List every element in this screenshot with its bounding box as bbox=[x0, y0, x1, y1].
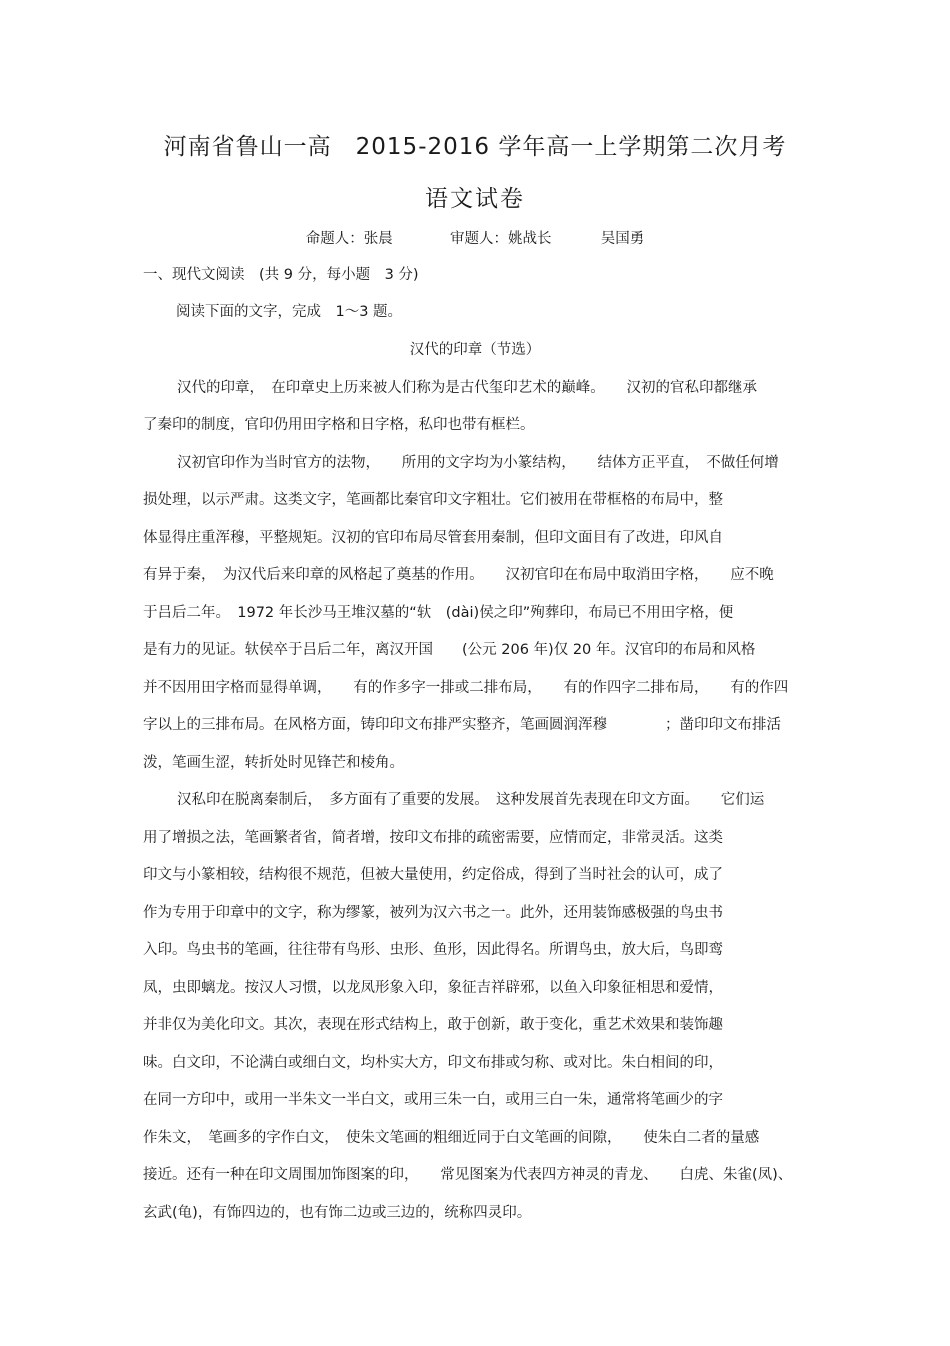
passage-line: 汉初官印作为当时官方的法物， 所用的文字均为小篆结构， 结体方正平直， 不做任何增 bbox=[177, 455, 779, 471]
passage-line: 凤，虫即螭龙。按汉人习惯，以龙凤形象入印，象征吉祥辟邪，以鱼入印象征相思和爱情， bbox=[143, 980, 723, 996]
reviewer-label: 审题人：姚战长 bbox=[450, 231, 552, 247]
setter-label: 命题人：张晨 bbox=[305, 231, 393, 247]
passage-line: 并不因用田字格而显得单调， 有的作多字一排或二排布局， 有的作四字二排布局， 有的作四 bbox=[143, 680, 789, 696]
passage-line: 汉私印在脱离秦制后， 多方面有了重要的发展。 这种发展首先表现在印文方面。 它们运 bbox=[177, 792, 765, 808]
exam-title: 河南省鲁山一高 2015-2016 学年高一上学期第二次月考 bbox=[163, 134, 787, 160]
passage-line: 并非仅为美化印文。其次，表现在形式结构上，敢于创新，敢于变化，重艺术效果和装饰趣 bbox=[143, 1017, 723, 1033]
passage-line: 作朱文， 笔画多的字作白文， 使朱文笔画的粗细近同于白文笔画的间隙， 使朱白二者的量感 bbox=[143, 1130, 760, 1146]
exam-subject-title: 语文试卷 bbox=[425, 186, 525, 212]
reading-instruction: 阅读下面的文字，完成 1～3 题。 bbox=[176, 304, 403, 320]
passage-line: 体显得庄重浑穆，平整规矩。汉初的官印布局尽管套用秦制，但印文面目有了改进，印风自 bbox=[143, 530, 723, 546]
passage-line: 作为专用于印章中的文字，称为缪篆，被列为汉六书之一。此外，还用装饰感极强的鸟虫书 bbox=[143, 905, 723, 921]
reviewer2-label: 吴国勇 bbox=[600, 231, 645, 247]
passage-line: 汉代的印章， 在印章史上历来被人们称为是古代玺印艺术的巅峰。 汉初的官私印都继承 bbox=[177, 380, 757, 396]
passage-title: 汉代的印章（节选） bbox=[409, 342, 541, 358]
passage-line: 损处理，以示严肃。这类文字，笔画都比秦官印文字粗壮。它们被用在带框格的布局中，整 bbox=[143, 492, 723, 508]
passage-line: 接近。还有一种在印文周围加饰图案的印， 常见图案为代表四方神灵的青龙、 白虎、朱雀(凤)、 bbox=[143, 1167, 793, 1183]
passage-line: 于吕后二年。 1972 年长沙马王堆汉墓的“轪 (dài)侯之印”殉葬印，布局已不用田字格，便 bbox=[143, 605, 734, 621]
passage-line: 印文与小篆相较，结构很不规范，但被大量使用，约定俗成，得到了当时社会的认可，成了 bbox=[143, 867, 723, 883]
passage-line: 味。白文印，不论满白或细白文，均朴实大方，印文布排或匀称、或对比。朱白相间的印， bbox=[143, 1055, 723, 1071]
passage-line: 玄武(龟)，有饰四边的，也有饰二边或三边的，统称四灵印。 bbox=[143, 1205, 532, 1221]
passage-line: 泼，笔画生涩，转折处时见锋芒和棱角。 bbox=[143, 755, 404, 771]
passage-line: 用了增损之法，笔画繁者省，简者增，按印文布排的疏密需要，应情而定，非常灵活。这类 bbox=[143, 830, 723, 846]
section-heading: 一、现代文阅读 (共 9 分，每小题 3 分) bbox=[143, 267, 419, 283]
authors-line bbox=[0, 227, 950, 248]
passage-line: 了秦印的制度，官印仍用田字格和日字格，私印也带有框栏。 bbox=[143, 417, 535, 433]
passage-line: 有异于秦， 为汉代后来印章的风格起了奠基的作用。 汉初官印在布局中取消田字格， 应不晚 bbox=[143, 567, 774, 583]
passage-line: 在同一方印中，或用一半朱文一半白文，或用三朱一白，或用三白一朱，通常将笔画少的字 bbox=[143, 1092, 723, 1108]
passage-line: 是有力的见证。轪侯卒于吕后二年，离汉开国 (公元 206 年)仅 20 年。汉官印的布局和风格 bbox=[143, 642, 756, 658]
passage-line: 入印。鸟虫书的笔画，往往带有鸟形、虫形、鱼形，因此得名。所谓鸟虫，放大后，鸟即鸾 bbox=[143, 942, 723, 958]
passage-line: 字以上的三排布局。在风格方面，铸印印文布排严实整齐，笔画圆润浑穆 ；凿印印文布排活 bbox=[143, 717, 781, 733]
